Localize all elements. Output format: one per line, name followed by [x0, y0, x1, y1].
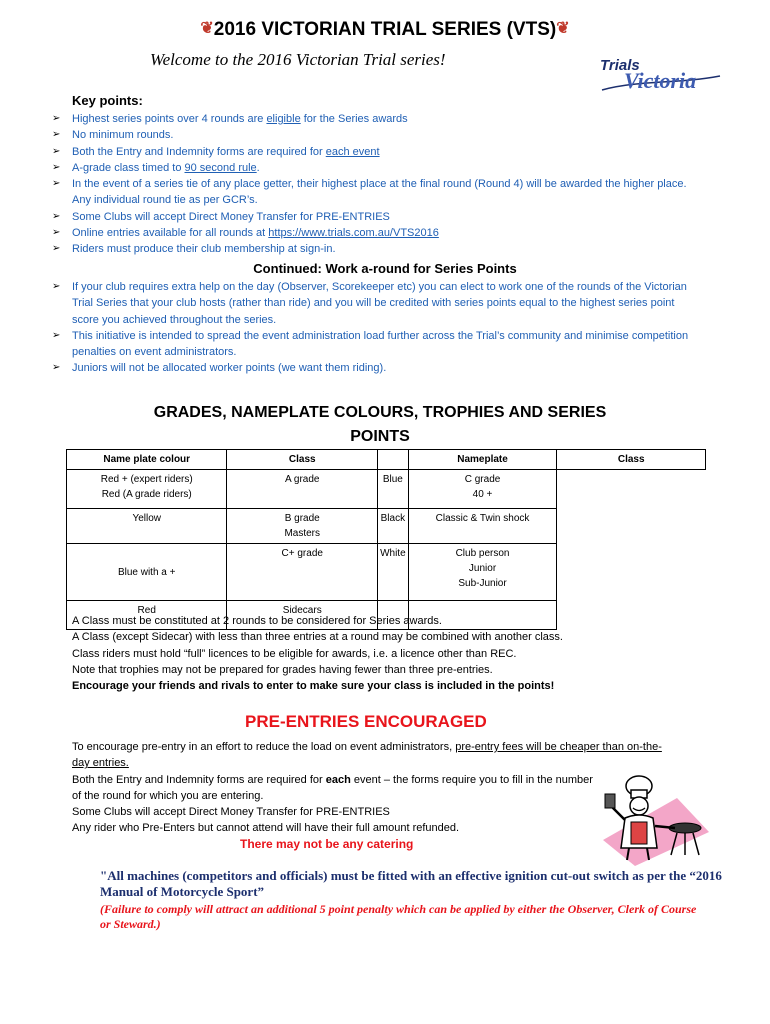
pre-entry-fees-text: pre-entry fees will be cheaper than on-the-day entries.: [72, 741, 662, 770]
key-points-heading: Key points:: [72, 93, 143, 108]
table-cell: [408, 544, 557, 601]
grades-heading: [90, 401, 670, 449]
cell-line: Blue: [382, 474, 403, 485]
cell-line: White: [380, 548, 406, 559]
table-row: [67, 509, 706, 544]
key-point-underlined: 90 second rule: [184, 161, 257, 174]
cell-line: Sidecars: [282, 605, 322, 616]
key-point-text: A-grade class timed to: [72, 161, 185, 174]
pre-entries-text: [72, 739, 672, 837]
note-line: A Class must be constituted at 2 rounds to be considered for Series awards.: [72, 615, 442, 627]
key-point-item: [52, 176, 692, 209]
key-point-item: [52, 127, 692, 143]
work-round-heading: Continued: Work a-round for Series Points: [253, 261, 517, 276]
ignition-cutout-notice: "All machines (competitors and officials) must be fitted with an effective ignition cut-out switch as per the “2016 Manual of Motorcycle Sport”: [100, 868, 722, 899]
pre-entry-line: Some Clubs will accept Direct Money Transfer for PRE-ENTRIES: [72, 806, 390, 819]
pre-entry-line: Any rider who Pre-Enters but cannot attend will have their full amount refunded.: [72, 822, 460, 835]
chef-bbq-icon: [585, 770, 715, 866]
pre-entry-text: Both the Entry and Indemnity forms are required for: [72, 773, 326, 786]
note-line: Class riders must hold “full” licences to be eligible for awards, i.e. a licence other than REC.: [72, 647, 517, 660]
logo-bottom-text: Victoria: [624, 68, 697, 93]
table-cell: [67, 509, 227, 544]
work-round-item: ➢ Juniors will not be allocated worker points (we want them riding).: [52, 360, 692, 376]
cell-line: C grade: [464, 474, 501, 485]
header-nameplate-colour: Name plate colour: [67, 450, 227, 470]
cell-line: Blue with a +: [117, 566, 176, 578]
pre-entry-bold: each: [325, 773, 351, 786]
key-point-item: [52, 241, 692, 257]
pre-entry-text: To encourage pre-entry in an effort to reduce the load on event administrators,: [72, 741, 456, 753]
table-cell: [227, 544, 378, 601]
table-gap: [378, 450, 409, 470]
logo-top-text: Trials: [600, 57, 640, 74]
class-notes: [72, 613, 563, 694]
pre-entry-text: event – the forms require you to fill in the number of the round for which you are entering.: [72, 773, 593, 802]
header-nameplate: Nameplate: [408, 450, 557, 470]
no-catering-notice: There may not be any catering: [240, 837, 414, 851]
key-point-item: [52, 225, 692, 241]
table-row: [67, 470, 706, 509]
table-header-row: [67, 450, 706, 470]
key-point-text: for the Series awards: [300, 113, 408, 125]
cell-line: Junior: [468, 563, 497, 574]
table-cell: [227, 509, 378, 544]
cell-line: C+ grade: [281, 548, 323, 559]
cell-line: Red + (expert riders): [100, 474, 193, 485]
key-point-item: [52, 209, 692, 225]
trials-victoria-logo: [598, 50, 723, 98]
header-class: Class: [227, 450, 378, 470]
table-cell: [227, 470, 378, 509]
key-point-text: Riders must produce their club membership at sign-in.: [72, 243, 336, 256]
cell-line: B grade: [284, 513, 320, 524]
trophy-icon: ❦: [200, 20, 214, 37]
table-cell: [408, 509, 557, 544]
key-point-text: Some Clubs will accept Direct Money Transfer for PRE-ENTRIES: [72, 210, 390, 223]
key-point-item: [52, 144, 692, 160]
key-points-list: [52, 111, 692, 258]
key-point-text: Online entries available for all rounds at: [72, 227, 269, 240]
table-cell: [378, 470, 409, 509]
table-cell: [67, 544, 227, 601]
table-cell: [378, 544, 409, 601]
cell-line: 40 +: [472, 489, 493, 500]
pre-entries-heading: PRE-ENTRIES ENCOURAGED: [245, 712, 487, 731]
key-point-item: [52, 111, 692, 127]
table-cell: [378, 509, 409, 544]
key-point-underlined: eligible: [266, 113, 301, 125]
cell-line: Red: [137, 605, 156, 616]
cell-line: Sub-Junior: [458, 578, 507, 589]
page-title: ❦2016 VICTORIAN TRIAL SERIES (VTS)❦: [200, 19, 570, 40]
cell-line: A grade: [285, 474, 320, 485]
penalty-notice: (Failure to comply will attract an additional 5 point penalty which can be applied by either the Observer, Clerk of Course or Steward.): [100, 902, 697, 931]
table-cell: [408, 470, 557, 509]
key-point-text: Both the Entry and Indemnity forms are required for: [72, 145, 326, 158]
online-entries-link[interactable]: https://www.trials.com.au/VTS2016: [268, 227, 439, 240]
cell-line: Masters: [284, 528, 321, 539]
note-encourage: Encourage your friends and rivals to enter to make sure your class is included in the points!: [72, 680, 555, 693]
pre-entry-line: [72, 772, 602, 805]
key-point-underlined: each event: [325, 145, 380, 158]
table-cell: [67, 470, 227, 509]
grades-table: [66, 449, 706, 630]
cell-line: Classic & Twin shock: [435, 513, 530, 524]
cell-line: Black: [380, 513, 406, 524]
key-point-text: In the event of a series tie of any place getter, their highest place at the final round (Round 4) will be awarded the higher place. Any individual round tie as per GCR’s.: [72, 178, 687, 207]
pre-entry-line: [72, 739, 672, 772]
note-line: Note that trophies may not be prepared for grades having fewer than three pre-entries.: [72, 663, 493, 676]
trophy-icon: ❦: [556, 20, 570, 37]
note-line: A Class (except Sidecar) with less than three entries at a round may be combined with another class.: [72, 631, 563, 644]
key-point-text: .: [256, 161, 260, 174]
work-round-item: ➢ This initiative is intended to spread the event administration load further across the Trial’s community and minimise competition penalties on event administrators.: [52, 328, 692, 361]
table-row: [67, 544, 706, 601]
cell-line: Red (A grade riders): [101, 489, 192, 500]
work-round-list: [52, 279, 692, 377]
page-subtitle: Welcome to the 2016 Victorian Trial series!: [150, 50, 446, 69]
key-point-text: Highest series points over 4 rounds are: [72, 113, 267, 125]
work-round-item: ➢ If your club requires extra help on the day (Observer, Scorekeeper etc) you can elect to work one of the rounds of the Victorian Trial Series that your club hosts (rather than ride) and you will be credited with series points equal to the highest series point score you achieved throughout the series.: [52, 279, 692, 328]
cell-line: Club person: [455, 548, 510, 559]
grades-heading-line2: POINTS: [350, 428, 410, 445]
header-class-2: Class: [557, 450, 706, 470]
cell-line: Yellow: [132, 513, 161, 524]
grades-heading-line1: GRADES, NAMEPLATE COLOURS, TROPHIES AND SERIES: [153, 404, 607, 421]
key-point-item: [52, 160, 692, 176]
key-point-text: No minimum rounds.: [72, 129, 174, 142]
